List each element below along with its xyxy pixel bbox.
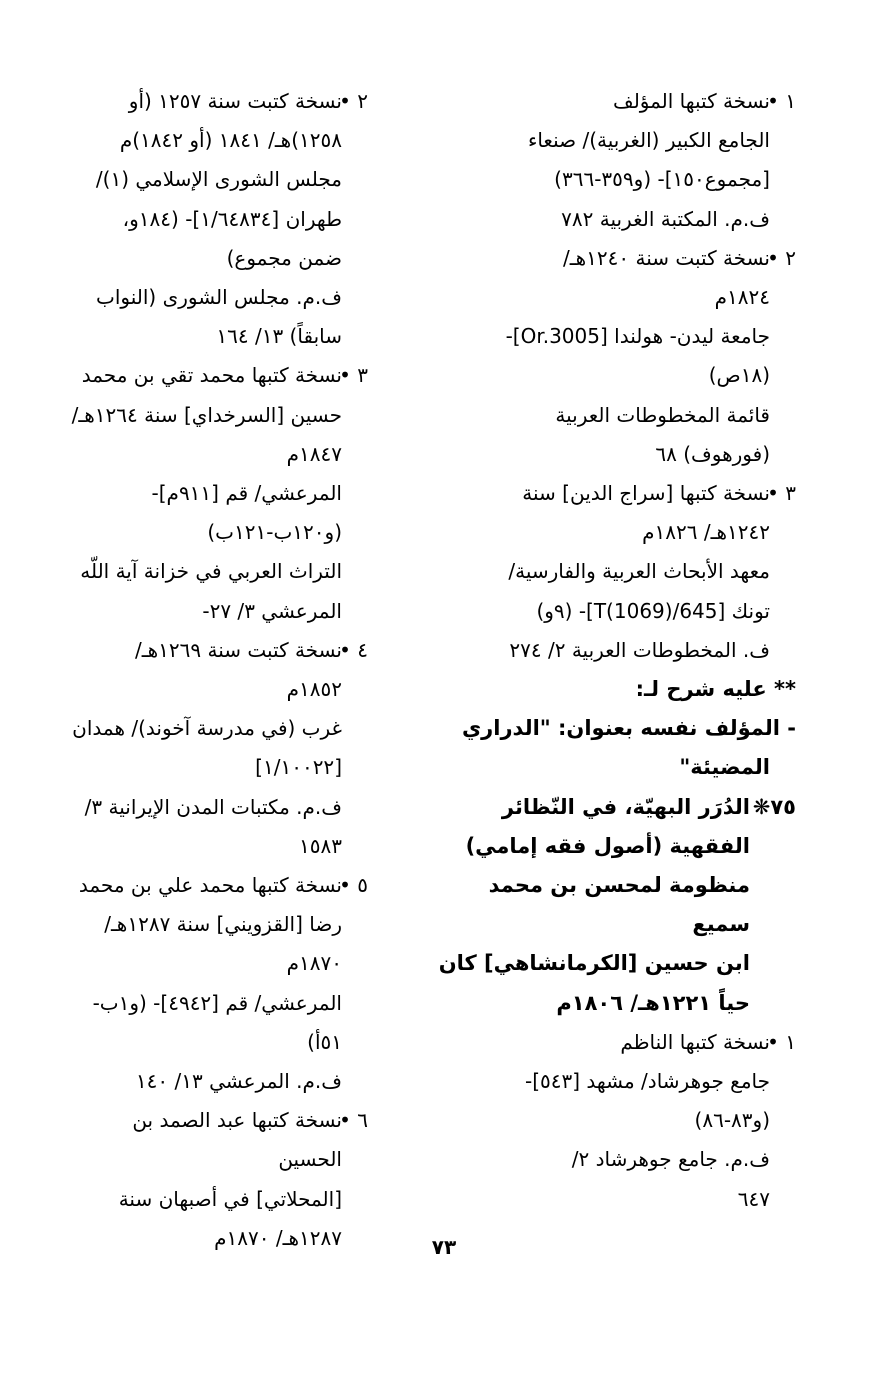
right-column (436, 82, 796, 1219)
text-line: [١/١٠٠٢٢] (255, 755, 342, 780)
text-line: نسخة كتبت سنة ١٢٤٠هـ/ (563, 245, 770, 270)
text-line: نسخة كتبها المؤلف (612, 89, 770, 113)
text-line: منظومة لمحسن بن محمد سميع (488, 873, 750, 937)
book-title (436, 788, 796, 1023)
text-line: [مجموع١٥٠]- (و٣٥٩-٣٦٦) (554, 167, 770, 192)
text-line: ١٨٢٤م (714, 285, 770, 310)
text-line: (فورهوف) ٦٨ (655, 441, 770, 466)
text-line: ١٢٤٢هـ/ ١٨٢٦م (642, 520, 770, 545)
text-line: ١٨٤٧م (286, 441, 342, 466)
text-line: ١٢٨٧هـ/ ١٨٧٠م (214, 1225, 342, 1250)
text-line: ١٢٥٨)هـ/ ١٨٤١ (أو ١٨٤٢)م (119, 128, 342, 153)
entry-details (436, 552, 796, 670)
text-line: ف. المخطوطات العربية ٢/ ٢٧٤ (509, 637, 770, 662)
text-line: المرعشي/ قم [٩١١م]- (151, 481, 342, 506)
text-line: ضمن مجموع) (226, 245, 342, 270)
text-line: الدُرَر البهيّة، في النّظائر (501, 794, 750, 819)
entries-group-left (68, 82, 368, 1258)
text-line: جامع جوهرشاد/ مشهد [٥٤٣]- (525, 1069, 770, 1094)
manuscript-entry (68, 356, 368, 630)
entry-marker: ٢ • (339, 89, 368, 113)
text-line: ف.م. المكتبة الغربية ٧٨٢ (561, 206, 770, 231)
manuscript-entry (68, 82, 368, 356)
text-line: معهد الأبحاث العربية والفارسية/ (508, 559, 770, 584)
entry-text (68, 866, 368, 984)
text-line: - المؤلف نفسه بعنوان: "الدراري (461, 716, 796, 741)
text-line: الفقهية (أصول فقه إمامي) (465, 833, 750, 858)
entry-details (436, 1062, 796, 1219)
entry-marker: ١ • (767, 1029, 796, 1054)
text-line: ١٥٨٣ (299, 833, 342, 858)
text-line: جامعة ليدن- هولندا [Or.3005]- (505, 324, 770, 349)
text-line: نسخة كتبها [سراج الدين] سنة (522, 481, 770, 506)
text-line: حسين [السرخداي] سنة ١٢٦٤هـ/ (71, 402, 342, 427)
entry-text (436, 239, 796, 317)
manuscript-entry (68, 631, 368, 866)
text-line: نسخة كتبت سنة ١٢٦٩هـ/ (135, 637, 342, 662)
text-line: الجامع الكبير (الغربية)/ صنعاء (527, 128, 770, 153)
entry-text (436, 1023, 796, 1062)
left-column (68, 82, 368, 1258)
entry-text (68, 356, 368, 474)
entry-text (436, 82, 796, 121)
entry-details (68, 709, 368, 866)
entry-marker: ٢ • (767, 245, 796, 270)
text-line: طهران [١/٦٤٨٣٤]- (١٨٤و، (122, 206, 342, 231)
manuscript-entry (68, 866, 368, 1101)
commentary-heading: ** عليه شرح لـ: (635, 677, 796, 702)
text-line: مجلس الشورى الإسلامي (١)/ (95, 167, 342, 192)
text-line: ابن حسين [الكرمانشاهي] كان (438, 951, 750, 976)
entries-group-a (436, 82, 796, 670)
entry-marker: ١ • (767, 89, 796, 113)
text-line: ف.م. مكتبات المدن الإيرانية ٣/ (84, 794, 342, 819)
text-line: نسخة كتبت سنة ١٢٥٧ (أو (128, 89, 342, 113)
entry-marker: ٥ • (339, 873, 368, 898)
text-line: سابقاً) ١٣/ ١٦٤ (216, 324, 342, 349)
text-line: [المحلاتي] في أصبهان سنة (118, 1186, 342, 1211)
text-line: ف.م. مجلس الشورى (النواب (96, 285, 342, 310)
entry-details (68, 474, 368, 631)
manuscript-entry (436, 1023, 796, 1219)
text-line: نسخة كتبها الناظم (620, 1029, 770, 1054)
manuscript-entry (436, 82, 796, 239)
entry-text (68, 631, 368, 709)
manuscript-entry (436, 239, 796, 474)
entry-text (436, 474, 796, 552)
title-entry (436, 788, 796, 1023)
text-line: ف.م. المرعشي ١٣/ ١٤٠ (135, 1069, 342, 1094)
text-line: تونك [645/T(1069)]- (٩و) (536, 598, 770, 623)
text-line: (و٨٣-٨٦) (694, 1108, 770, 1133)
entry-text (68, 82, 368, 160)
commentary-text (436, 709, 796, 787)
text-line: رضا [القزويني] سنة ١٢٨٧هـ/ (104, 912, 342, 937)
entry-marker: ٣ • (767, 481, 796, 506)
text-line: المرعشي/ قم [٤٩٤٢]- (و١ب- (92, 990, 342, 1015)
manuscript-entry (436, 474, 796, 670)
entry-marker: ٤ • (339, 637, 368, 662)
text-line: ٥١أ) (307, 1029, 342, 1054)
text-line: التراث العربي في خزانة آية اللّه (80, 559, 342, 584)
entry-details (436, 121, 796, 239)
entry-marker: ٣ • (339, 363, 368, 388)
entries-group-b (436, 1023, 796, 1219)
entry-details (436, 317, 796, 474)
page-number: ٧٣ (431, 1235, 457, 1259)
text-line: نسخة كتبها محمد تقي بن محمد (81, 363, 342, 388)
entry-number: ٧٥❋ (752, 794, 796, 819)
entry-details (68, 160, 368, 356)
text-line: ١٨٥٢م (286, 677, 342, 702)
entry-details (68, 984, 368, 1102)
text-line: المضيئة" (679, 755, 770, 780)
text-line: ف.م. جامع جوهرشاد ٢/ (571, 1147, 770, 1172)
text-line: غرب (في مدرسة آخوند)/ همدان (72, 716, 342, 741)
text-line: (١٨ص) (708, 363, 770, 388)
text-line: ١٨٧٠م (286, 951, 342, 976)
text-line: حياً ١٢٢١هـ/ ١٨٠٦م (556, 990, 750, 1015)
text-line: (و١٢٠ب-١٢١ب) (207, 520, 342, 545)
entry-marker: ٦ • (339, 1108, 368, 1133)
book-title-entry (436, 788, 796, 1023)
text-line: قائمة المخطوطات العربية (555, 402, 770, 427)
text-line: المرعشي ٣/ ٢٧- (202, 598, 342, 623)
text-line: نسخة كتبها محمد علي بن محمد (78, 873, 342, 898)
text-line: نسخة كتبها عبد الصمد بن الحسين (132, 1108, 342, 1172)
text-line: ٦٤٧ (737, 1186, 770, 1211)
